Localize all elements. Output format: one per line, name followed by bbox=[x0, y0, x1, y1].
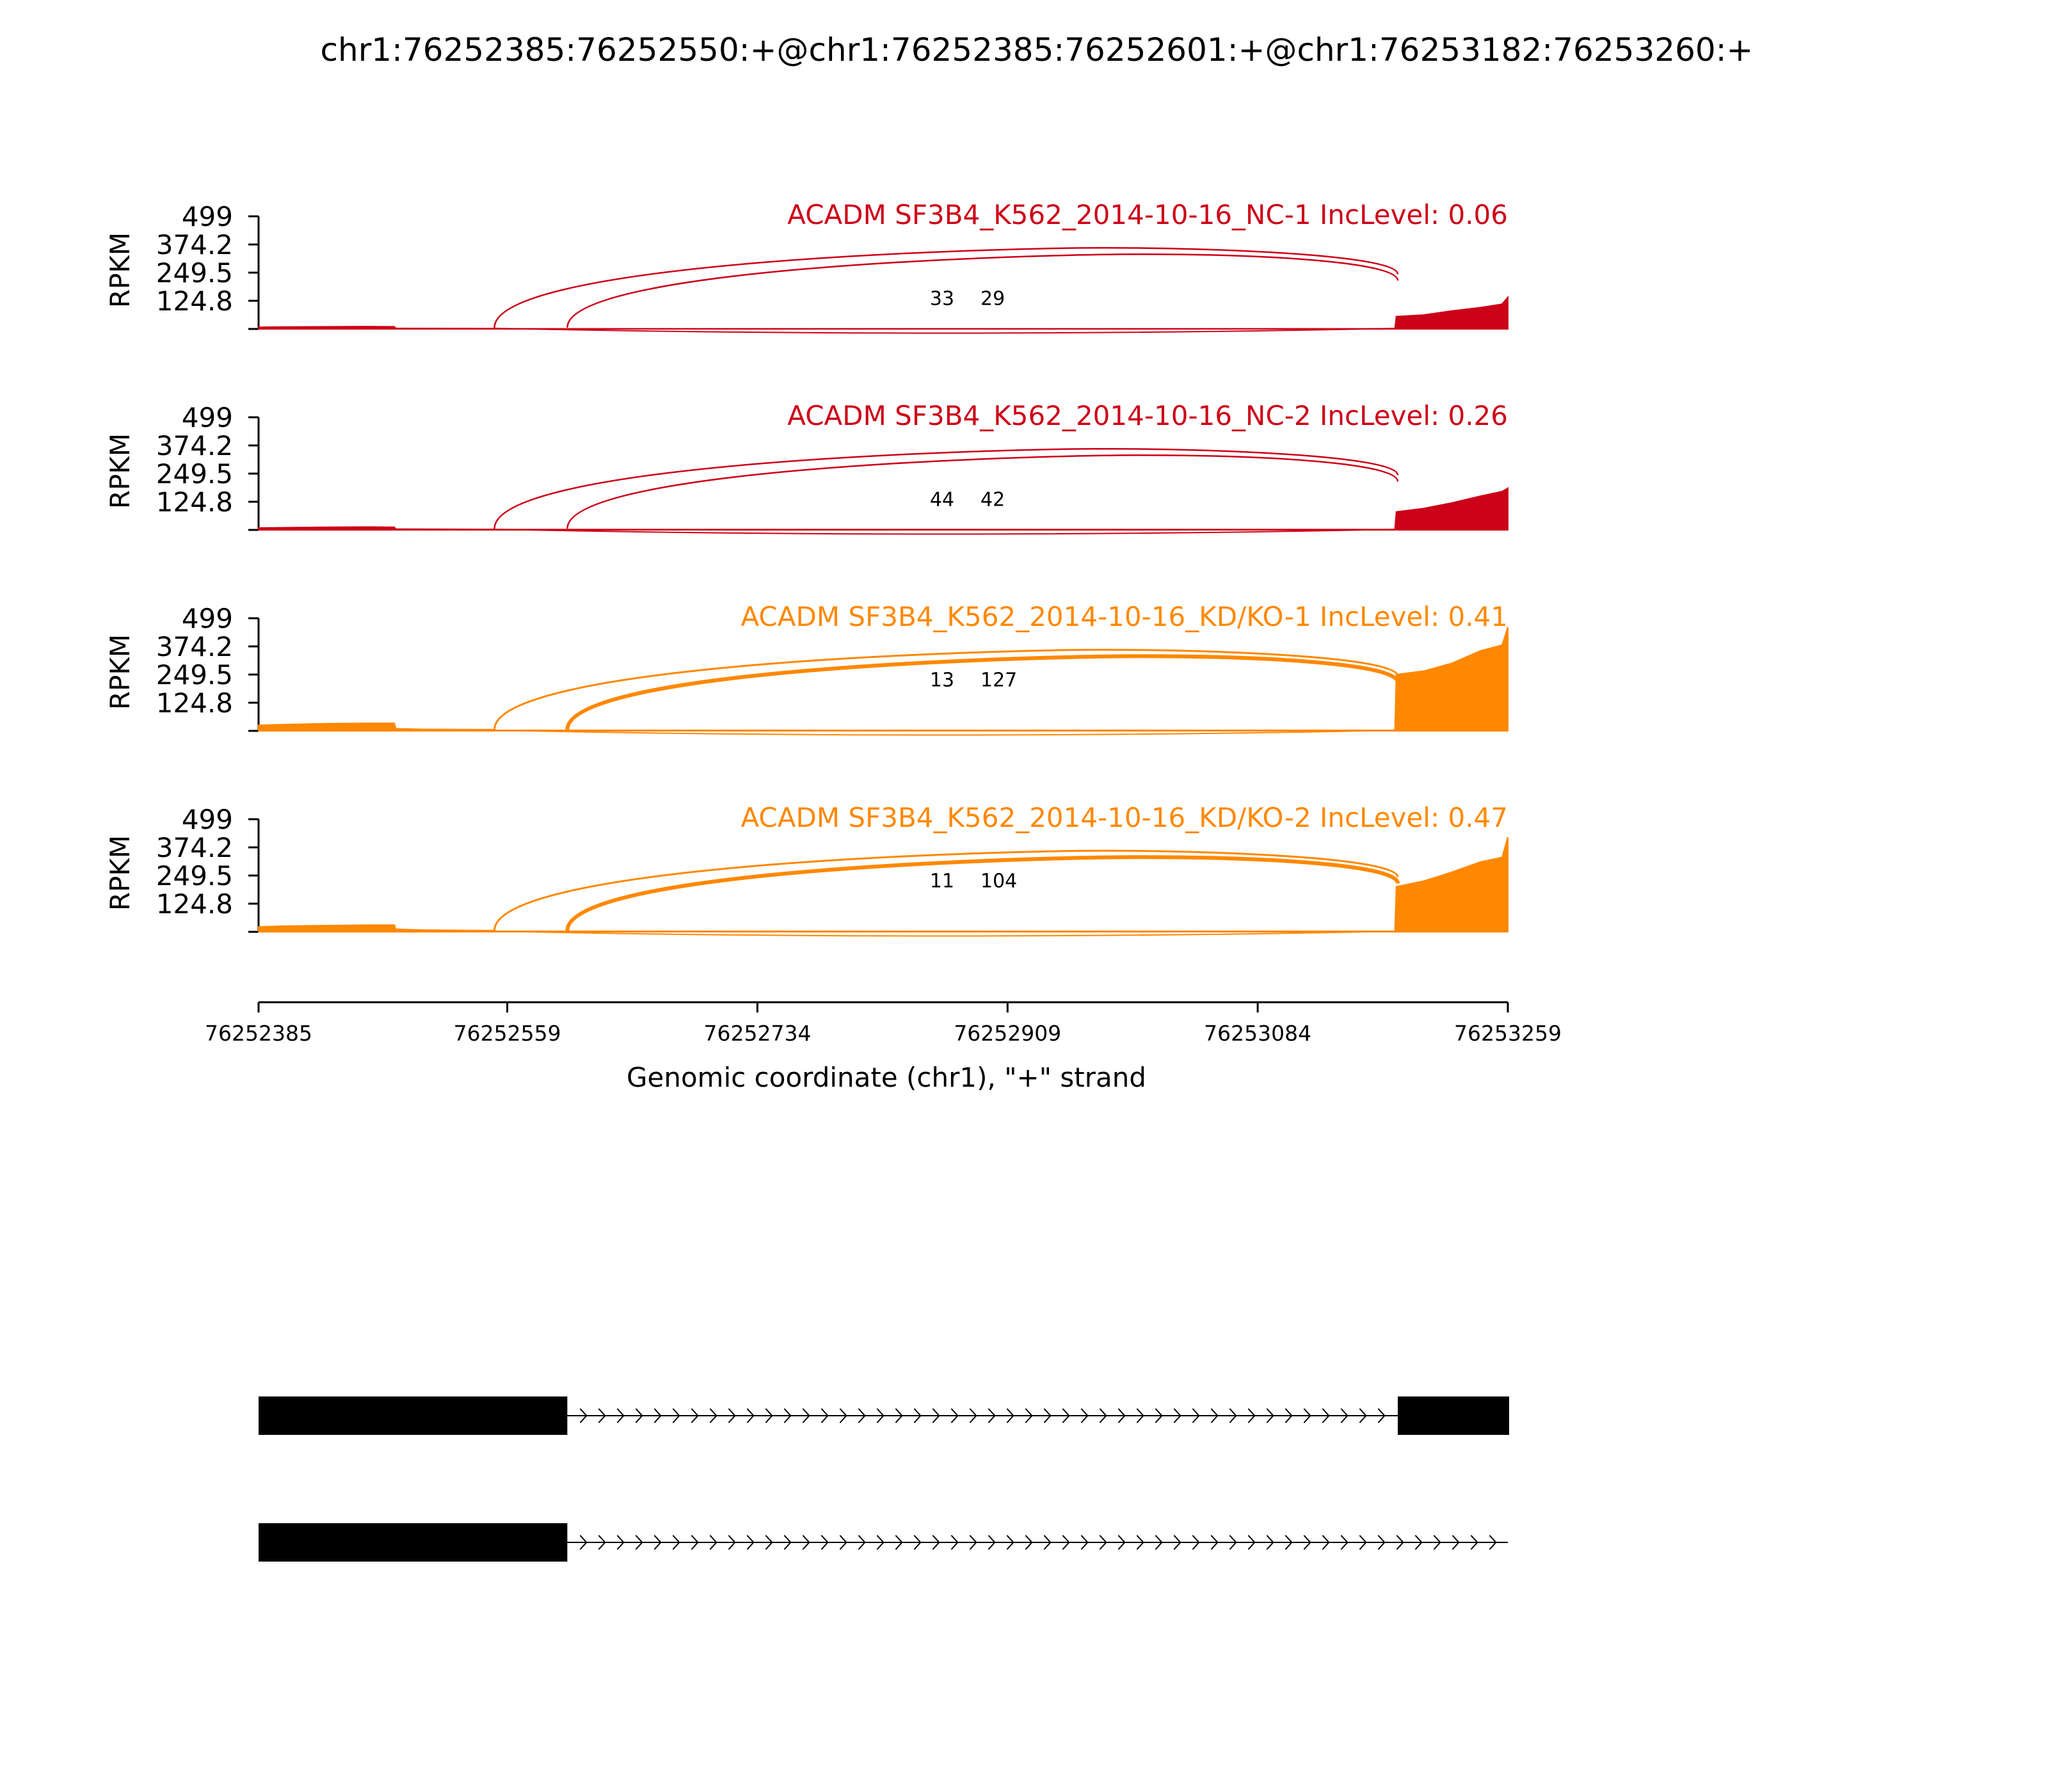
isoform-2 bbox=[259, 1523, 1508, 1562]
y-tick-label: 374.2 bbox=[156, 430, 233, 462]
x-tick-label: 76253259 bbox=[1454, 1021, 1562, 1046]
x-tick-label: 76252909 bbox=[954, 1021, 1062, 1046]
sample-label: ACADM SF3B4_K562_2014-10-16_NC-1 IncLevel: 0.06 bbox=[787, 199, 1508, 230]
y-tick-label: 374.2 bbox=[156, 832, 233, 864]
panel-2 bbox=[104, 400, 1508, 534]
sample-label: ACADM SF3B4_K562_2014-10-16_KD/KO-2 IncLevel: 0.47 bbox=[740, 802, 1508, 833]
exon-block bbox=[259, 1523, 495, 1562]
coverage-area bbox=[259, 627, 1508, 731]
x-tick-label: 76252385 bbox=[205, 1021, 312, 1046]
isoform-1 bbox=[259, 1396, 1509, 1435]
exon-block bbox=[495, 1396, 568, 1435]
y-tick-label: 374.2 bbox=[156, 229, 233, 261]
y-tick-label: 499 bbox=[181, 603, 233, 634]
exon-block bbox=[259, 1396, 495, 1435]
x-tick-label: 76252734 bbox=[703, 1021, 812, 1046]
y-tick-label: 374.2 bbox=[156, 631, 233, 663]
isoform-tracks bbox=[259, 1396, 1509, 1562]
panel-4 bbox=[104, 802, 1508, 936]
junction-count-label: 42 bbox=[980, 488, 1005, 511]
y-axis-label: RPKM bbox=[104, 433, 136, 509]
junction-count-label: 33 bbox=[929, 287, 955, 310]
junction-count-label: 127 bbox=[980, 669, 1018, 692]
x-axis bbox=[205, 1002, 1562, 1046]
panel-1 bbox=[104, 199, 1508, 333]
sample-label: ACADM SF3B4_K562_2014-10-16_KD/KO-1 IncLevel: 0.41 bbox=[740, 601, 1508, 632]
junction-count-label: 44 bbox=[929, 488, 955, 511]
y-tick-label: 499 bbox=[181, 804, 233, 835]
y-tick-label: 124.8 bbox=[156, 486, 233, 518]
y-tick-label: 124.8 bbox=[156, 687, 233, 719]
x-tick-label: 76252559 bbox=[453, 1021, 561, 1046]
y-tick-label: 249.5 bbox=[156, 659, 233, 691]
y-tick-label: 249.5 bbox=[156, 257, 233, 289]
y-tick-label: 124.8 bbox=[156, 285, 233, 317]
x-axis-label: Genomic coordinate (chr1), "+" strand bbox=[626, 1062, 1147, 1093]
x-tick-label: 76253084 bbox=[1204, 1021, 1312, 1046]
exon-block bbox=[1398, 1396, 1509, 1435]
junction-count-label: 13 bbox=[929, 669, 955, 692]
panel-3 bbox=[104, 601, 1508, 735]
y-axis-label: RPKM bbox=[104, 232, 136, 308]
sample-label: ACADM SF3B4_K562_2014-10-16_NC-2 IncLevel: 0.26 bbox=[787, 400, 1508, 431]
junction-count-label: 104 bbox=[980, 870, 1018, 893]
junction-count-label: 29 bbox=[980, 287, 1005, 310]
coverage-area bbox=[259, 488, 1508, 530]
y-tick-label: 499 bbox=[181, 402, 233, 433]
y-tick-label: 124.8 bbox=[156, 888, 233, 920]
y-axis-label: RPKM bbox=[104, 634, 136, 710]
exon-block bbox=[495, 1523, 568, 1562]
coverage-panels bbox=[104, 199, 1508, 936]
junction-count-label: 11 bbox=[929, 870, 955, 893]
coverage-area bbox=[259, 298, 1508, 329]
coverage-area bbox=[259, 837, 1508, 932]
chart-title: chr1:76252385:76252550:+@chr1:76252385:76252601:+@chr1:76253182:76253260:+ bbox=[320, 31, 1754, 68]
y-tick-label: 249.5 bbox=[156, 860, 233, 892]
y-tick-label: 499 bbox=[181, 201, 233, 232]
y-axis-label: RPKM bbox=[104, 835, 136, 911]
y-tick-label: 249.5 bbox=[156, 458, 233, 490]
